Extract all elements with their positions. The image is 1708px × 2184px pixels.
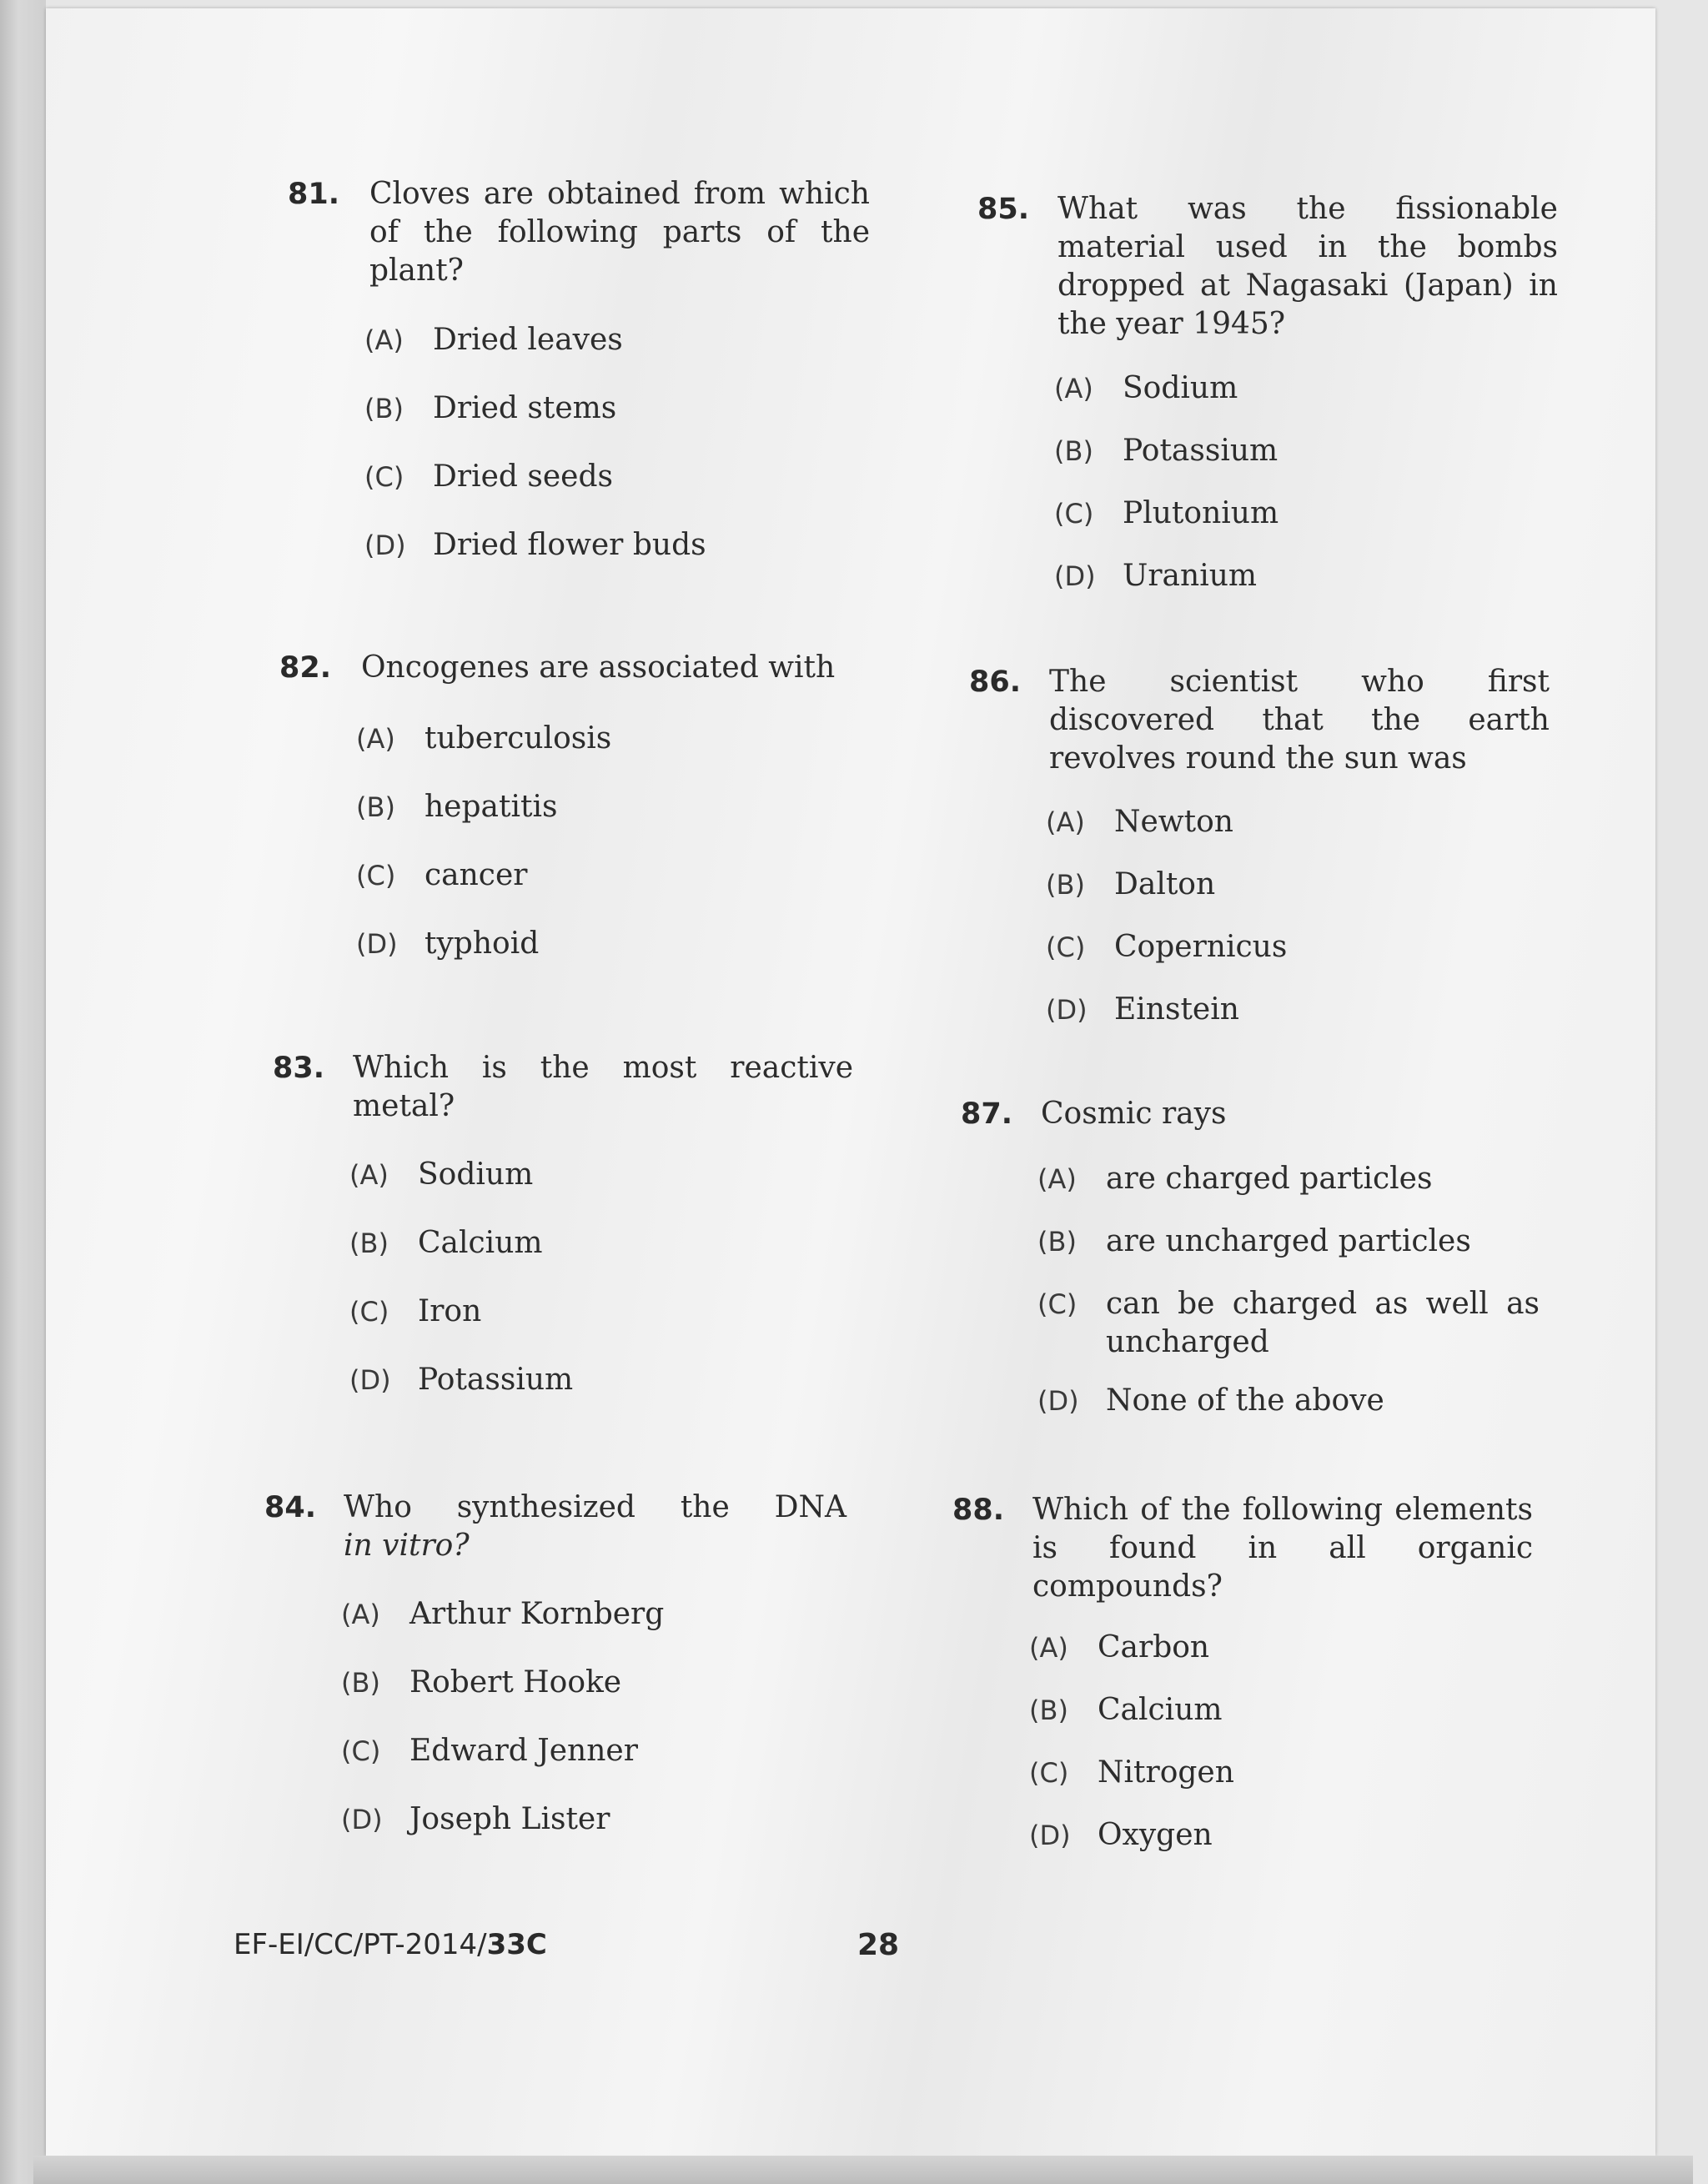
page-edge-shadow [0, 0, 46, 2184]
question-number: 87. [961, 1097, 1013, 1131]
question-text: Cosmic rays [1041, 1097, 1227, 1131]
question-number: 85. [977, 193, 1030, 226]
question-number: 86. [969, 665, 1022, 699]
question-text: Who synthesized the DNA in vitro? [344, 1490, 846, 1563]
question-text: Which of the following elements is found in all organic compounds? [1032, 1493, 1533, 1604]
page-number: 28 [857, 1928, 900, 1962]
question-number: 84. [264, 1491, 317, 1524]
question-number: 81. [288, 178, 340, 211]
question-text: Oncogenes are associated with [361, 650, 836, 685]
page-bottom-edge [33, 2156, 1693, 2184]
paper-code: EF-EI/CC/PT-2014/33C [234, 1928, 547, 1961]
question-text: The scientist who first discovered that the earth revolves round the sun was [1049, 665, 1550, 776]
question-number: 82. [279, 651, 332, 685]
question-number: 88. [952, 1494, 1005, 1527]
question-text: Which is the most reactive metal? [353, 1051, 853, 1123]
question-text: What was the fissionable material used in the bombs dropped at Nagasaki (Japan) in the year 1945? [1057, 192, 1558, 341]
question-number: 83. [273, 1052, 325, 1085]
question-text: Cloves are obtained from which of the following parts of the plant? [369, 177, 870, 288]
